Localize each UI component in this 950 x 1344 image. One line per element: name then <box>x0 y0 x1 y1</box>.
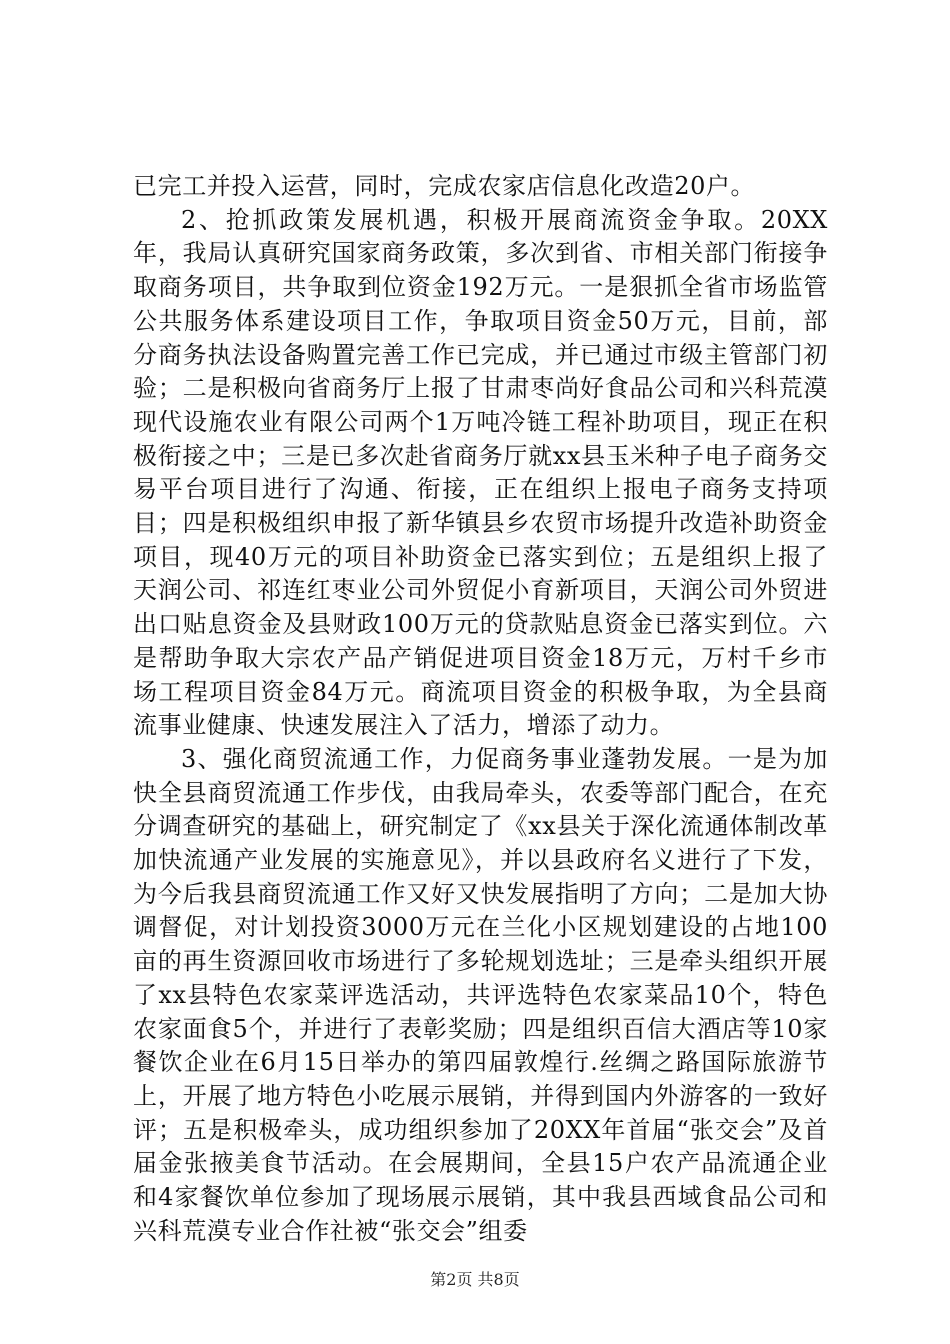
paragraph-commerce: 3、强化商贸流通工作，力促商务事业蓬勃发展。一是为加快全县商贸流通工作步伐，由我局牵头，农委等部门配合，在充分调查研究的基础上，研究制定了《xx县关于深化流通体制改革加快流通产业发展的实施意见》，并以县政府名义进行了下发，为今后我县商贸流通工作又好又快发展指明了方向；二是加大协调督促，对计划投资3000万元在兰化小区规划建设的占地100亩的再生资源回收市场进行了多轮规划选址；三是牵头组织开展了xx县特色农家菜评选活动，共评选特色农家菜品10个，特色农家面食5个，并进行了表彰奖励；四是组织百信大酒店等10家餐饮企业在6月15日举办的第四届敦煌行.丝绸之路国际旅游节上，开展了地方特色小吃展示展销，并得到国内外游客的一致好评；五是积极牵头，成功组织参加了20XX年首届“张交会”及首届金张掖美食节活动。在会展期间，全县15户农产品流通企业和4家餐饮单位参加了现场展示展销，其中我县西域食品公司和兴科荒漠专业合作社被“张交会”组委 <box>133 744 828 1245</box>
document-body <box>133 170 828 1249</box>
paragraph-continuation: 已完工并投入运营，同时，完成农家店信息化改造20户。 <box>133 172 756 200</box>
paragraph-funding: 2、抢抓政策发展机遇，积极开展商流资金争取。20XX年，我局认真研究国家商务政策，多次到省、市相关部门衔接争取商务项目，共争取到位资金192万元。一是狠抓全省市场监管公共服务体系建设项目工作，争取项目资金50万元，目前，部分商务执法设备购置完善工作已完成，并已通过市级主管部门初验；二是积极向省商务厅上报了甘肃枣尚好食品公司和兴科荒漠现代设施农业有限公司两个1万吨冷链工程补助项目，现正在积极衔接之中；三是已多次赴省商务厅就xx县玉米种子电子商务交易平台项目进行了沟通、衔接，正在组织上报电子商务支持项目；四是积极组织申报了新华镇县乡农贸市场提升改造补助资金项目，现40万元的项目补助资金已落实到位；五是组织上报了天润公司、祁连红枣业公司外贸促小育新项目，天润公司外贸进出口贴息资金及县财政100万元的贷款贴息资金已落实到位。六是帮助争取大宗农产品产销促进项目资金18万元，万村千乡市场工程项目资金84万元。商流项目资金的积极争取，为全县商流事业健康、快速发展注入了活力，增添了动力。 <box>133 205 828 740</box>
page-number-footer: 第2页 共8页 <box>430 1270 520 1289</box>
